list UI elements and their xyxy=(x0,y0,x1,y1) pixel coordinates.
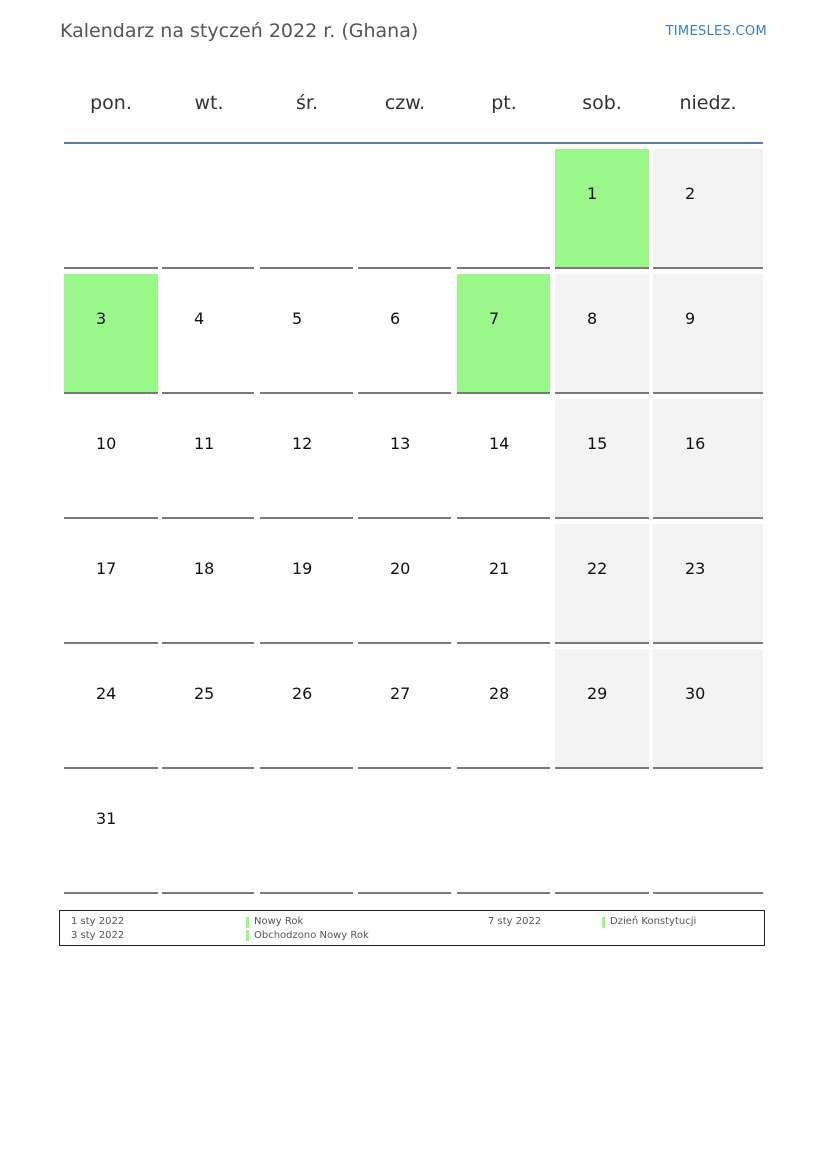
day-number: 13 xyxy=(390,434,411,453)
empty-day-cell xyxy=(162,149,254,269)
day-cell[interactable] xyxy=(260,649,353,769)
day-cell[interactable] xyxy=(64,649,158,769)
holiday-marker xyxy=(246,917,249,928)
holiday-day-cell[interactable] xyxy=(555,149,649,269)
day-number: 3 xyxy=(96,309,107,328)
day-cell[interactable] xyxy=(260,274,353,394)
day-cell[interactable] xyxy=(653,149,763,269)
day-number: 5 xyxy=(292,309,303,328)
day-number: 20 xyxy=(390,559,411,578)
day-number: 22 xyxy=(587,559,608,578)
day-cell[interactable] xyxy=(162,524,254,644)
day-cell[interactable] xyxy=(260,524,353,644)
legend-holiday-name: Obchodzono Nowy Rok xyxy=(254,930,369,941)
empty-day-cell xyxy=(162,774,254,894)
day-number: 29 xyxy=(587,684,608,703)
day-cell[interactable] xyxy=(358,649,451,769)
weekday-tue: wt. xyxy=(194,92,224,114)
day-cell[interactable] xyxy=(64,399,158,519)
day-cell[interactable] xyxy=(457,649,550,769)
day-number: 9 xyxy=(685,309,696,328)
empty-day-cell xyxy=(653,774,763,894)
day-number: 15 xyxy=(587,434,608,453)
day-number: 4 xyxy=(194,309,205,328)
day-number: 24 xyxy=(96,684,117,703)
day-cell[interactable] xyxy=(457,524,550,644)
day-number: 27 xyxy=(390,684,411,703)
day-number: 19 xyxy=(292,559,313,578)
day-cell[interactable] xyxy=(260,399,353,519)
day-number: 18 xyxy=(194,559,215,578)
day-number: 11 xyxy=(194,434,215,453)
legend-holiday-name: Nowy Rok xyxy=(254,916,304,927)
day-cell[interactable] xyxy=(555,399,649,519)
day-number: 16 xyxy=(685,434,706,453)
day-cell[interactable] xyxy=(653,399,763,519)
day-number: 23 xyxy=(685,559,706,578)
weekday-mon: pon. xyxy=(90,92,132,114)
weekday-header xyxy=(64,92,763,118)
day-cell[interactable] xyxy=(358,524,451,644)
day-number: 8 xyxy=(587,309,598,328)
empty-day-cell xyxy=(64,149,158,269)
day-number: 26 xyxy=(292,684,313,703)
holiday-marker xyxy=(602,917,605,928)
day-number: 6 xyxy=(390,309,401,328)
day-number: 7 xyxy=(489,309,500,328)
day-number: 17 xyxy=(96,559,117,578)
holiday-day-cell[interactable] xyxy=(64,274,158,394)
day-cell[interactable] xyxy=(162,649,254,769)
day-cell[interactable] xyxy=(162,274,254,394)
legend-holiday-name: Dzień Konstytucji xyxy=(610,916,697,927)
header-divider xyxy=(64,142,763,144)
empty-day-cell xyxy=(358,774,451,894)
legend-date: 3 sty 2022 xyxy=(71,930,125,941)
day-number: 31 xyxy=(96,809,117,828)
brand-link[interactable]: TIMESLES.COM xyxy=(665,24,767,39)
holiday-marker xyxy=(246,930,249,941)
day-cell[interactable] xyxy=(64,774,158,894)
legend-date: 7 sty 2022 xyxy=(488,916,542,927)
day-number: 28 xyxy=(489,684,510,703)
empty-day-cell xyxy=(457,149,550,269)
day-cell[interactable] xyxy=(162,399,254,519)
empty-day-cell xyxy=(358,149,451,269)
day-number: 2 xyxy=(685,184,696,203)
holiday-legend xyxy=(59,910,765,946)
day-number: 10 xyxy=(96,434,117,453)
day-number: 25 xyxy=(194,684,215,703)
day-cell[interactable] xyxy=(358,399,451,519)
weekday-sun: niedz. xyxy=(679,92,737,114)
empty-day-cell xyxy=(260,774,353,894)
day-cell[interactable] xyxy=(457,399,550,519)
day-number: 30 xyxy=(685,684,706,703)
day-number: 21 xyxy=(489,559,510,578)
day-cell[interactable] xyxy=(653,524,763,644)
empty-day-cell xyxy=(457,774,550,894)
legend-date: 1 sty 2022 xyxy=(71,916,125,927)
empty-day-cell xyxy=(555,774,649,894)
day-number: 1 xyxy=(587,184,598,203)
day-cell[interactable] xyxy=(64,524,158,644)
empty-day-cell xyxy=(260,149,353,269)
day-cell[interactable] xyxy=(653,274,763,394)
day-cell[interactable] xyxy=(358,274,451,394)
weekday-thu: czw. xyxy=(384,92,426,114)
holiday-day-cell[interactable] xyxy=(457,274,550,394)
day-cell[interactable] xyxy=(555,524,649,644)
day-cell[interactable] xyxy=(555,274,649,394)
weekday-wed: śr. xyxy=(295,92,318,114)
weekday-sat: sob. xyxy=(582,92,622,114)
page-title: Kalendarz na styczeń 2022 r. (Ghana) xyxy=(60,20,419,42)
day-cell[interactable] xyxy=(653,649,763,769)
day-cell[interactable] xyxy=(555,649,649,769)
weekday-fri: pt. xyxy=(491,92,517,114)
day-number: 12 xyxy=(292,434,313,453)
day-number: 14 xyxy=(489,434,510,453)
